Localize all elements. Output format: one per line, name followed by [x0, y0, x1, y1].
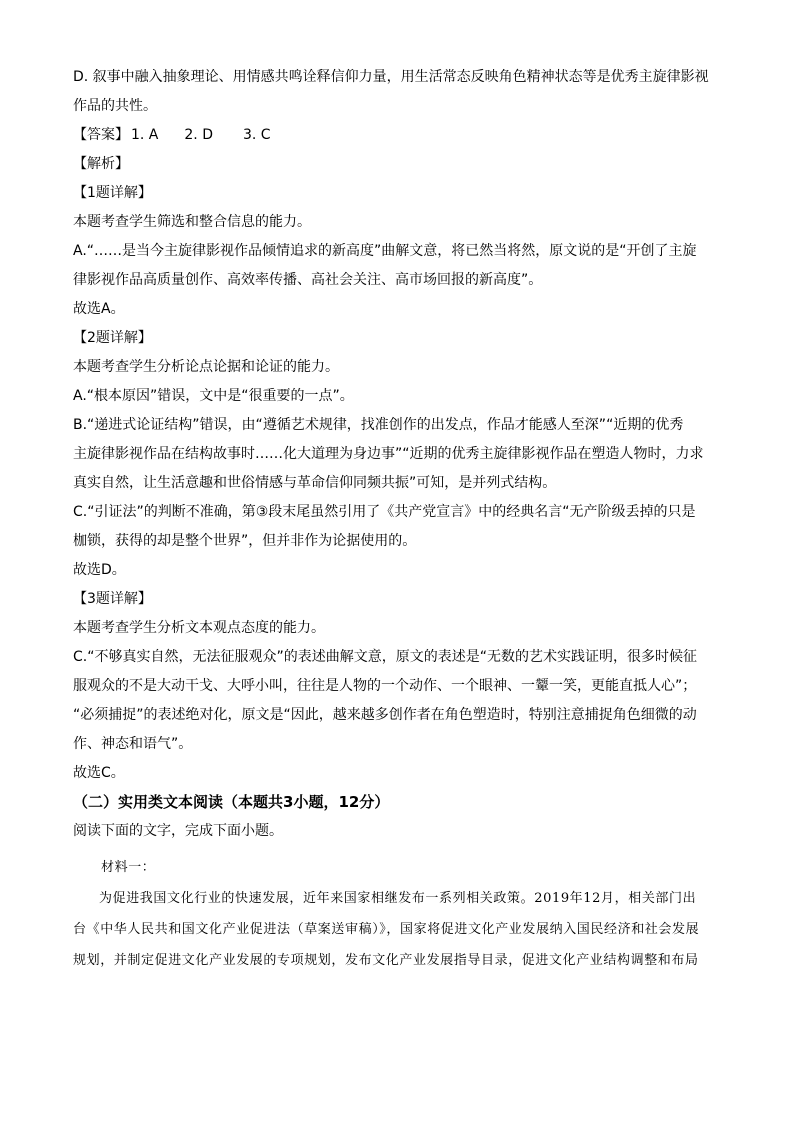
q1-intro: 本题考查学生筛选和整合信息的能力。 [73, 214, 311, 230]
q2-option-b: B.“递进式论证结构”错误，由“遵循艺术规律，找准创作的出发点，作品才能感人至深”“近期的优秀 [73, 417, 684, 433]
q3-title: 【3题详解】 [73, 591, 152, 607]
q2-option-b: 主旋律影视作品在结构故事时……化大道理为身边事”“近期的优秀主旋律影视作品在塑造人物时，力求 [73, 446, 704, 462]
section-title: （二）实用类文本阅读（本题共3小题，12分） [73, 793, 390, 811]
q2-title: 【2题详解】 [73, 330, 152, 346]
q2-option-b: 真实自然，让生活意趣和世俗情感与革命信仰同频共振”可知，是并列式结构。 [73, 475, 557, 491]
q3-intro: 本题考查学生分析文本观点态度的能力。 [73, 620, 325, 636]
analysis-label: 【解析】 [73, 156, 129, 172]
answer-item: 2. D [184, 127, 213, 143]
q2-option-c: 枷锁，获得的却是整个世界”，但并非作为论据使用的。 [73, 533, 417, 549]
q3-choice: 故选C。 [73, 765, 125, 781]
q2-option-a: A.“根本原因”错误，文中是“很重要的一点”。 [73, 388, 354, 404]
document-content [73, 63, 721, 976]
answer-item: 3. C [242, 127, 271, 143]
answer-label: 【答案】 [73, 127, 129, 143]
section-instruction: 阅读下面的文字，完成下面小题。 [73, 823, 283, 839]
material-paragraph-line: 台《中华人民共和国文化产业促进法（草案送审稿）》，国家将促进文化产业发展纳入国民经济和社会发展 [73, 922, 700, 937]
q2-choice: 故选D。 [73, 562, 126, 578]
q3-option-c: C.“不够真实自然，无法征服观众”的表述曲解文意，原文的表述是“无数的艺术实践证明，很多时候征 [73, 649, 697, 665]
q3-option-c: 服观众的不是大动干戈、大呼小叫，往往是人物的一个动作、一个眼神、一颦一笑，更能直抵人心”； [73, 678, 697, 694]
q1-title: 【1题详解】 [73, 185, 152, 201]
option-d-line: D. 叙事中融入抽象理论、用情感共鸣诠释信仰力量，用生活常态反映角色精神状态等是优秀主旋律影视 [73, 69, 709, 85]
answer-item: 1. A [131, 127, 159, 143]
material-label: 材料一： [101, 860, 156, 875]
q3-option-c: “必须捕捉”的表述绝对化，原文是“因此，越来越多创作者在角色塑造时，特别注意捕捉角色细微的动 [73, 707, 697, 723]
q3-option-c: 作、神态和语气”。 [73, 736, 193, 752]
material-paragraph-line: 规划，并制定促进文化产业发展的专项规划，发布文化产业发展指导目录，促进文化产业结构调整和布局 [73, 953, 699, 968]
answer-line [73, 121, 721, 150]
material-paragraph-line: 为促进我国文化行业的快速发展，近年来国家相继发布一系列相关政策。2019年12月，相关部门出 [99, 891, 697, 906]
option-d-line: 作品的共性。 [73, 98, 157, 114]
q2-intro: 本题考查学生分析论点论据和论证的能力。 [73, 359, 339, 375]
q1-option-a: A.“……是当今主旋律影视作品倾情追求的新高度”曲解文意，将已然当将然，原文说的是“开创了主旋 [73, 243, 697, 259]
q1-choice: 故选A。 [73, 301, 125, 317]
q2-option-c: C.“引证法”的判断不准确，第③段末尾虽然引用了《共产党宣言》中的经典名言“无产阶级丢掉的只是 [73, 504, 696, 520]
q1-option-a: 律影视作品高质量创作、高效率传播、高社会关注、高市场回报的新高度”。 [73, 272, 543, 288]
